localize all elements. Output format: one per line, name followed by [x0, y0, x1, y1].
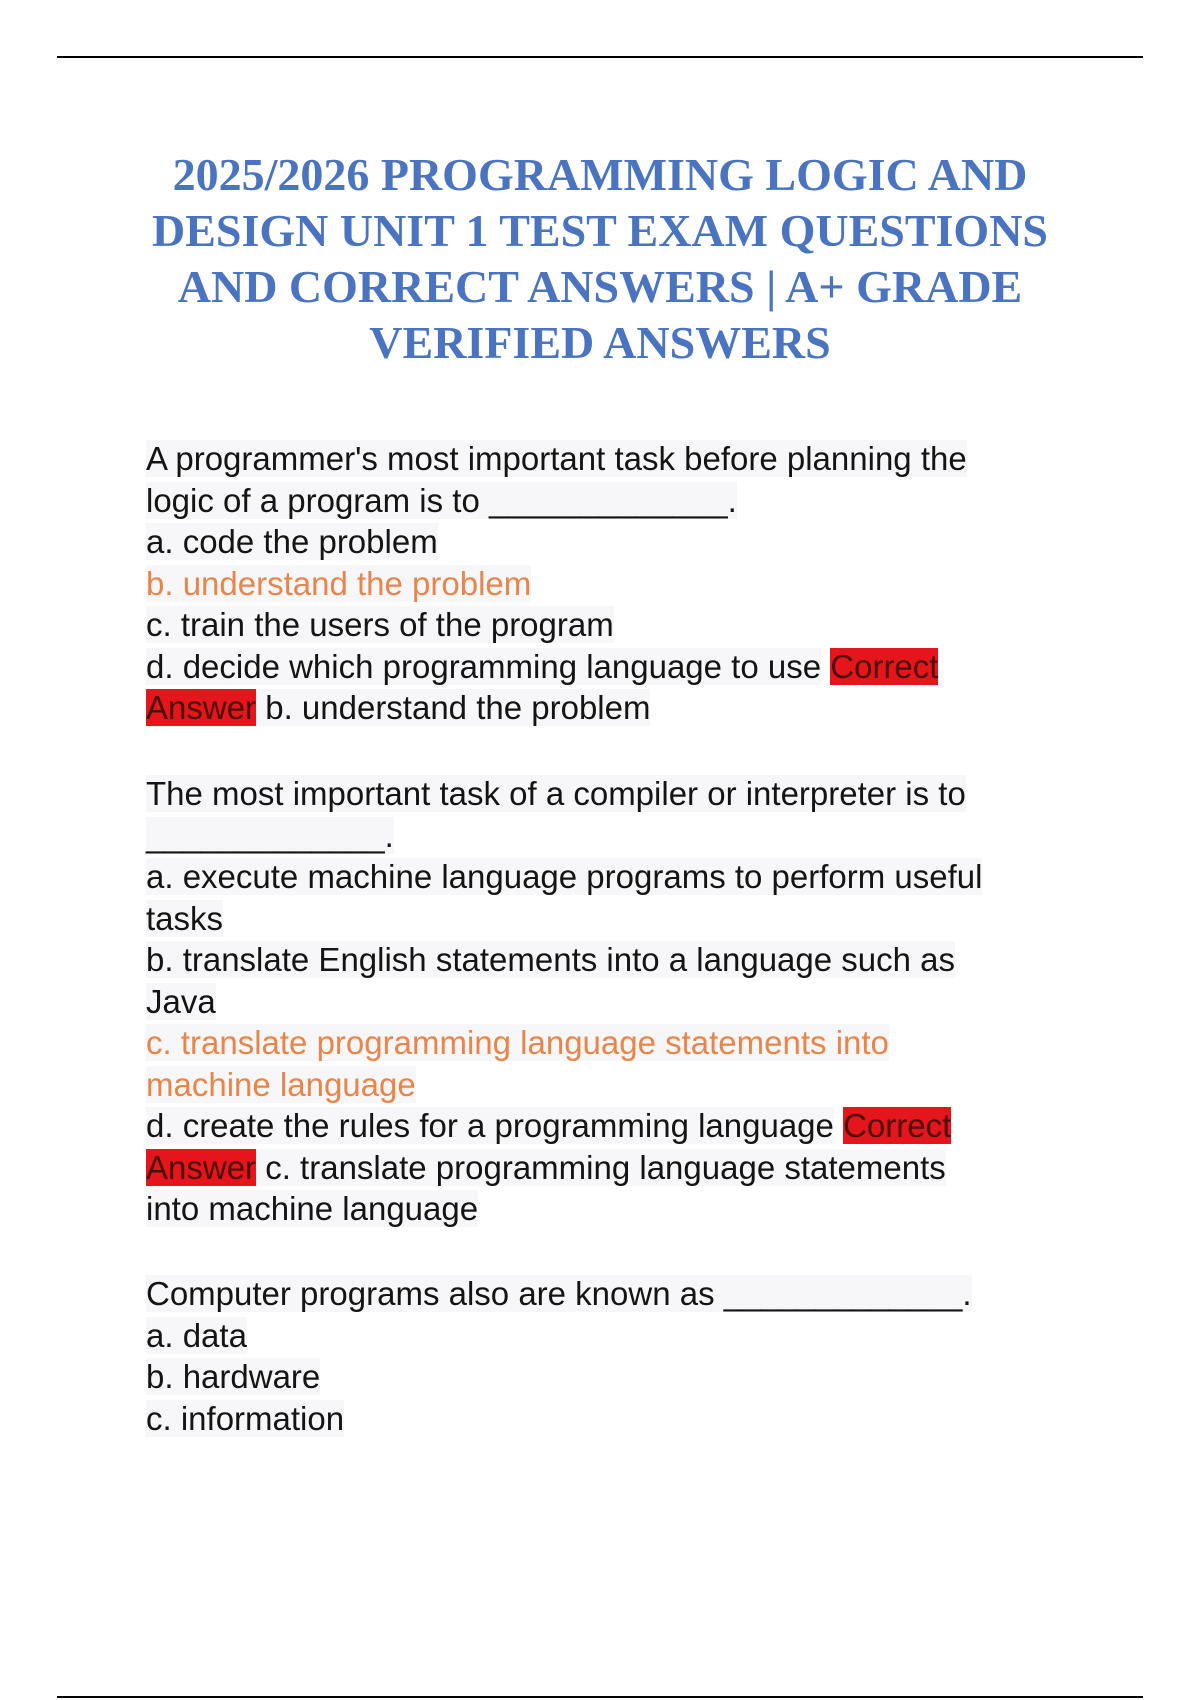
- option-b-cont: Java: [146, 982, 216, 1020]
- question-prompt-line: logic of a program is to _____________.: [146, 481, 737, 519]
- question-1: [146, 438, 1086, 729]
- document-title: 2025/2026 PROGRAMMING LOGIC AND DESIGN UNIT 1 TEST EXAM QUESTIONS AND CORRECT ANSWERS | A+ GRADE VERIFIED ANSWERS: [151, 149, 1048, 368]
- correct-answer-line: [146, 1147, 1086, 1189]
- correct-answer-line-cont: into machine language: [146, 1190, 479, 1227]
- question-prompt-line: Computer programs also are known as _____________.: [146, 1275, 972, 1312]
- option-c: c. train the users of the program: [146, 606, 614, 643]
- question-3: [146, 1273, 1086, 1439]
- correct-answer-text: c. translate programming language statements: [265, 1148, 946, 1186]
- correct-answer-tag: Answer: [146, 1148, 257, 1186]
- option-d: d. create the rules for a programming language Correct: [146, 1107, 952, 1144]
- question-prompt-line: _____________.: [146, 816, 394, 854]
- correct-answer-tag: Correct: [843, 1107, 952, 1144]
- option-b: b. translate English statements into a language such as: [146, 941, 955, 978]
- top-rule: [57, 56, 1143, 58]
- option-d: d. decide which programming language to use Correct: [146, 647, 939, 685]
- correct-answer-tag: Answer: [146, 689, 257, 726]
- correct-answer-line: [146, 687, 1086, 729]
- option-a: a. code the problem: [146, 523, 438, 560]
- option-b: b. hardware: [146, 1358, 321, 1395]
- question-2: [146, 773, 1086, 1230]
- option-b-correct: b. understand the problem: [146, 564, 532, 602]
- option-c-correct-cont: machine language: [146, 1065, 416, 1103]
- option-a-cont: tasks: [146, 899, 224, 937]
- option-a: a. execute machine language programs to perform useful: [146, 858, 983, 895]
- bottom-rule: [57, 1696, 1143, 1698]
- option-c: c. information: [146, 1399, 345, 1437]
- correct-answer-text: b. understand the problem: [265, 689, 651, 726]
- option-a: a. data: [146, 1316, 247, 1354]
- correct-answer-tag: Correct: [830, 647, 939, 685]
- question-prompt-line: The most important task of a compiler or interpreter is to: [146, 775, 966, 812]
- option-c-correct: c. translate programming language statements into: [146, 1024, 889, 1061]
- question-prompt-line: A programmer's most important task before planning the: [146, 440, 967, 477]
